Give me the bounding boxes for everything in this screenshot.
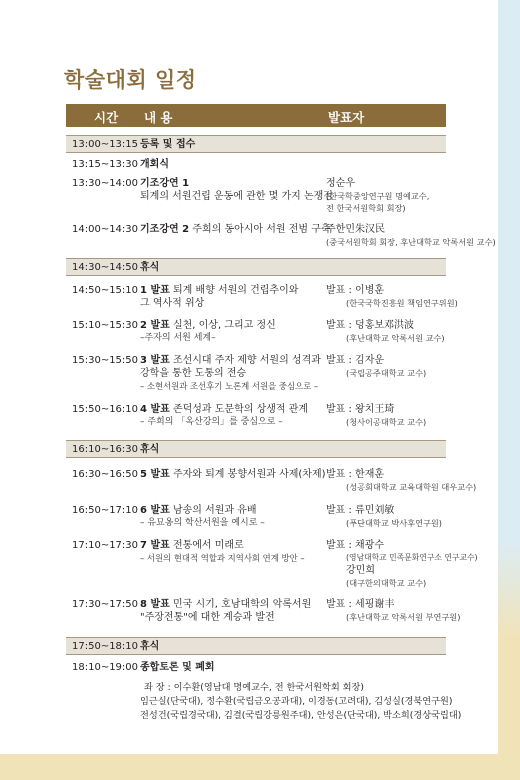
- row-description-2: – 주희의 「옥산강의」를 중심으로 –: [140, 417, 283, 427]
- row-label: 2 발표: [140, 320, 170, 331]
- row-content: [140, 539, 318, 565]
- row-description: 주희의 동아시아 서원 전범 구축: [192, 224, 331, 235]
- row-time: 14:30~14:50: [72, 262, 139, 273]
- row-label: 휴식: [140, 641, 160, 652]
- row-time: 18:10~19:00: [72, 662, 139, 673]
- row-time: 17:30~17:50: [72, 599, 139, 610]
- speaker-affiliation: (후난대학교 악록서원 교수): [346, 333, 445, 343]
- row-time: 14:50~15:10: [72, 285, 139, 296]
- row-description-2: 강학을 통한 도통의 전승: [140, 368, 247, 379]
- speaker-affiliation: (푸단대학교 박사후연구원): [346, 518, 442, 528]
- row-description: 전통에서 미래로: [172, 540, 244, 551]
- speaker-name: 발표 : 류민刘敏: [326, 505, 395, 516]
- row-speaker: [326, 284, 458, 309]
- speaker-affiliation: (성공회대학교 교육대학원 대우교수): [346, 482, 477, 492]
- row-time: 13:00~13:15: [72, 139, 139, 150]
- speaker-name: 발표 : 김자운: [326, 355, 385, 366]
- row-description: 존덕성과 도문학의 상생적 관계: [172, 404, 309, 415]
- row-description: 퇴계의 서원건립 운동에 관한 몇 가지 논쟁점: [140, 191, 333, 202]
- row-label: 4 발표: [140, 404, 170, 415]
- discussion-panelists-1: 임근실(단국대), 정수환(국립금오공과대), 이경동(고려대), 김성실(경북연구원): [140, 696, 453, 707]
- row-label: 휴식: [140, 444, 160, 455]
- row-time: 16:50~17:10: [72, 505, 139, 516]
- row-time: 13:30~14:00: [72, 178, 139, 189]
- row-description: 민국 시기, 호남대학의 악록서원: [172, 599, 312, 610]
- speaker-affiliation: (국립공주대학교 교수): [346, 368, 427, 378]
- row-label: 기조강연 1: [140, 178, 190, 189]
- row-speaker: [326, 354, 446, 379]
- row-speaker: [326, 177, 446, 214]
- speaker-name: 주한민朱汉民: [326, 224, 385, 235]
- decorative-bottom-strip: [0, 754, 498, 780]
- row-time: 16:30~16:50: [72, 469, 139, 480]
- schedule-row-break-2: [66, 440, 446, 458]
- row-content: [140, 354, 321, 393]
- row-label: 8 발표: [140, 599, 170, 610]
- header-time: 시간: [94, 110, 119, 125]
- row-content: [140, 319, 318, 345]
- speaker-affiliation-2: 전 한국서원학회 회장): [326, 203, 406, 213]
- row-label: 7 발표: [140, 540, 170, 551]
- row-description-3: – 소현서원과 조선후기 노론계 서원을 중심으로 –: [140, 381, 319, 391]
- row-time: 16:10~16:30: [72, 444, 139, 455]
- row-label: 개회식: [140, 159, 169, 170]
- row-label: 휴식: [140, 262, 160, 273]
- row-time: 17:10~17:30: [72, 540, 139, 551]
- row-label: 종합토론 및 폐회: [140, 662, 215, 673]
- row-time: 13:15~13:30: [72, 159, 139, 170]
- row-speaker: [326, 468, 477, 493]
- discussion-panelists-2: 전성건(국립경국대), 김결(국립강릉원주대), 안성은(단국대), 박소희(경상국립대): [140, 710, 462, 721]
- row-description: 실천, 이상, 그리고 정신: [172, 320, 276, 331]
- row-time: 17:50~18:10: [72, 641, 139, 652]
- row-content: [140, 504, 318, 530]
- row-speaker: [326, 223, 496, 248]
- page-title: 학술대회 일정: [64, 68, 197, 92]
- speaker-name: 발표 : 이병훈: [326, 285, 385, 296]
- speaker-name: 발표 : 덩홍보邓洪波: [326, 320, 415, 331]
- row-description: 조선시대 주자 제향 서원의 성격과: [172, 355, 321, 366]
- row-description-2: – 서원의 현대적 역할과 지역사회 연계 방안 –: [140, 553, 305, 563]
- header-speaker: 발표자: [328, 110, 365, 125]
- row-content: [140, 598, 318, 624]
- discussion-chair: 좌 장 : 이수환(영남대 명예교수, 전 한국서원학회 회장): [144, 682, 365, 693]
- row-label: 6 발표: [140, 505, 170, 516]
- row-label: 3 발표: [140, 355, 170, 366]
- row-content: [140, 403, 318, 429]
- row-time: 15:30~15:50: [72, 355, 139, 366]
- speaker-name: 발표 : 세핑谢丰: [326, 599, 395, 610]
- row-speaker: [326, 539, 478, 589]
- speaker-name: 발표 : 한재훈: [326, 469, 385, 480]
- row-time: 14:00~14:30: [72, 224, 139, 235]
- row-description-2: – 유묘옹의 학산서원을 예시로 –: [140, 518, 265, 528]
- speaker-name: 정순우: [326, 178, 355, 189]
- row-label: 기조강연 2: [140, 224, 190, 235]
- speaker-affiliation: (후난대학교 악록서원 부연구원): [346, 612, 461, 622]
- row-speaker: [326, 319, 446, 344]
- row-description: 주자와 퇴계 봉향서원과 사제(차제): [172, 469, 326, 480]
- speaker-affiliation-2: (대구한의대학교 교수): [346, 578, 427, 588]
- speaker-affiliation: (청사이공대학교 교수): [346, 417, 427, 427]
- schedule-row-break-1: [66, 258, 446, 276]
- speaker-affiliation: (한국국학진흥원 책임연구위원): [346, 298, 458, 308]
- row-time: 15:10~15:30: [72, 320, 139, 331]
- row-content: [140, 177, 333, 203]
- row-description: 퇴계 배향 서원의 건립추이와: [172, 285, 299, 296]
- row-description: 남송의 서원과 유배: [172, 505, 257, 516]
- row-speaker: [326, 403, 446, 428]
- row-speaker: [326, 504, 446, 529]
- row-label: 등록 및 접수: [140, 139, 196, 150]
- speaker-affiliation: (영남대학교 민족문화연구소 연구교수): [346, 553, 478, 562]
- row-description-2: "주장전통"에 대한 계승과 발전: [140, 612, 275, 623]
- decorative-side-panel: [498, 0, 520, 780]
- discussion-panel: [140, 681, 462, 723]
- row-label: 1 발표: [140, 285, 170, 296]
- row-content: [140, 468, 326, 481]
- row-label: 5 발표: [140, 469, 170, 480]
- speaker-name-2: 강민희: [346, 565, 375, 576]
- header-content: 내 용: [144, 110, 173, 125]
- row-speaker: [326, 598, 461, 623]
- schedule-row-registration: [66, 135, 446, 153]
- row-description-2: 그 역사적 위상: [140, 298, 205, 309]
- row-time: 15:50~16:10: [72, 404, 139, 415]
- row-content: [140, 284, 318, 310]
- table-header: [66, 104, 446, 127]
- speaker-name: 발표 : 채광수: [326, 540, 385, 551]
- speaker-affiliation: (중국서원학회 회장, 후난대학교 악록서원 교수): [326, 237, 496, 247]
- speaker-name: 발표 : 왕치王琦: [326, 404, 395, 415]
- schedule-row-break-3: [66, 637, 446, 655]
- row-description-2: –주자의 서원 세계–: [140, 333, 216, 343]
- speaker-affiliation: (한국학중앙연구원 명예교수,: [326, 191, 430, 201]
- row-content: [140, 223, 331, 236]
